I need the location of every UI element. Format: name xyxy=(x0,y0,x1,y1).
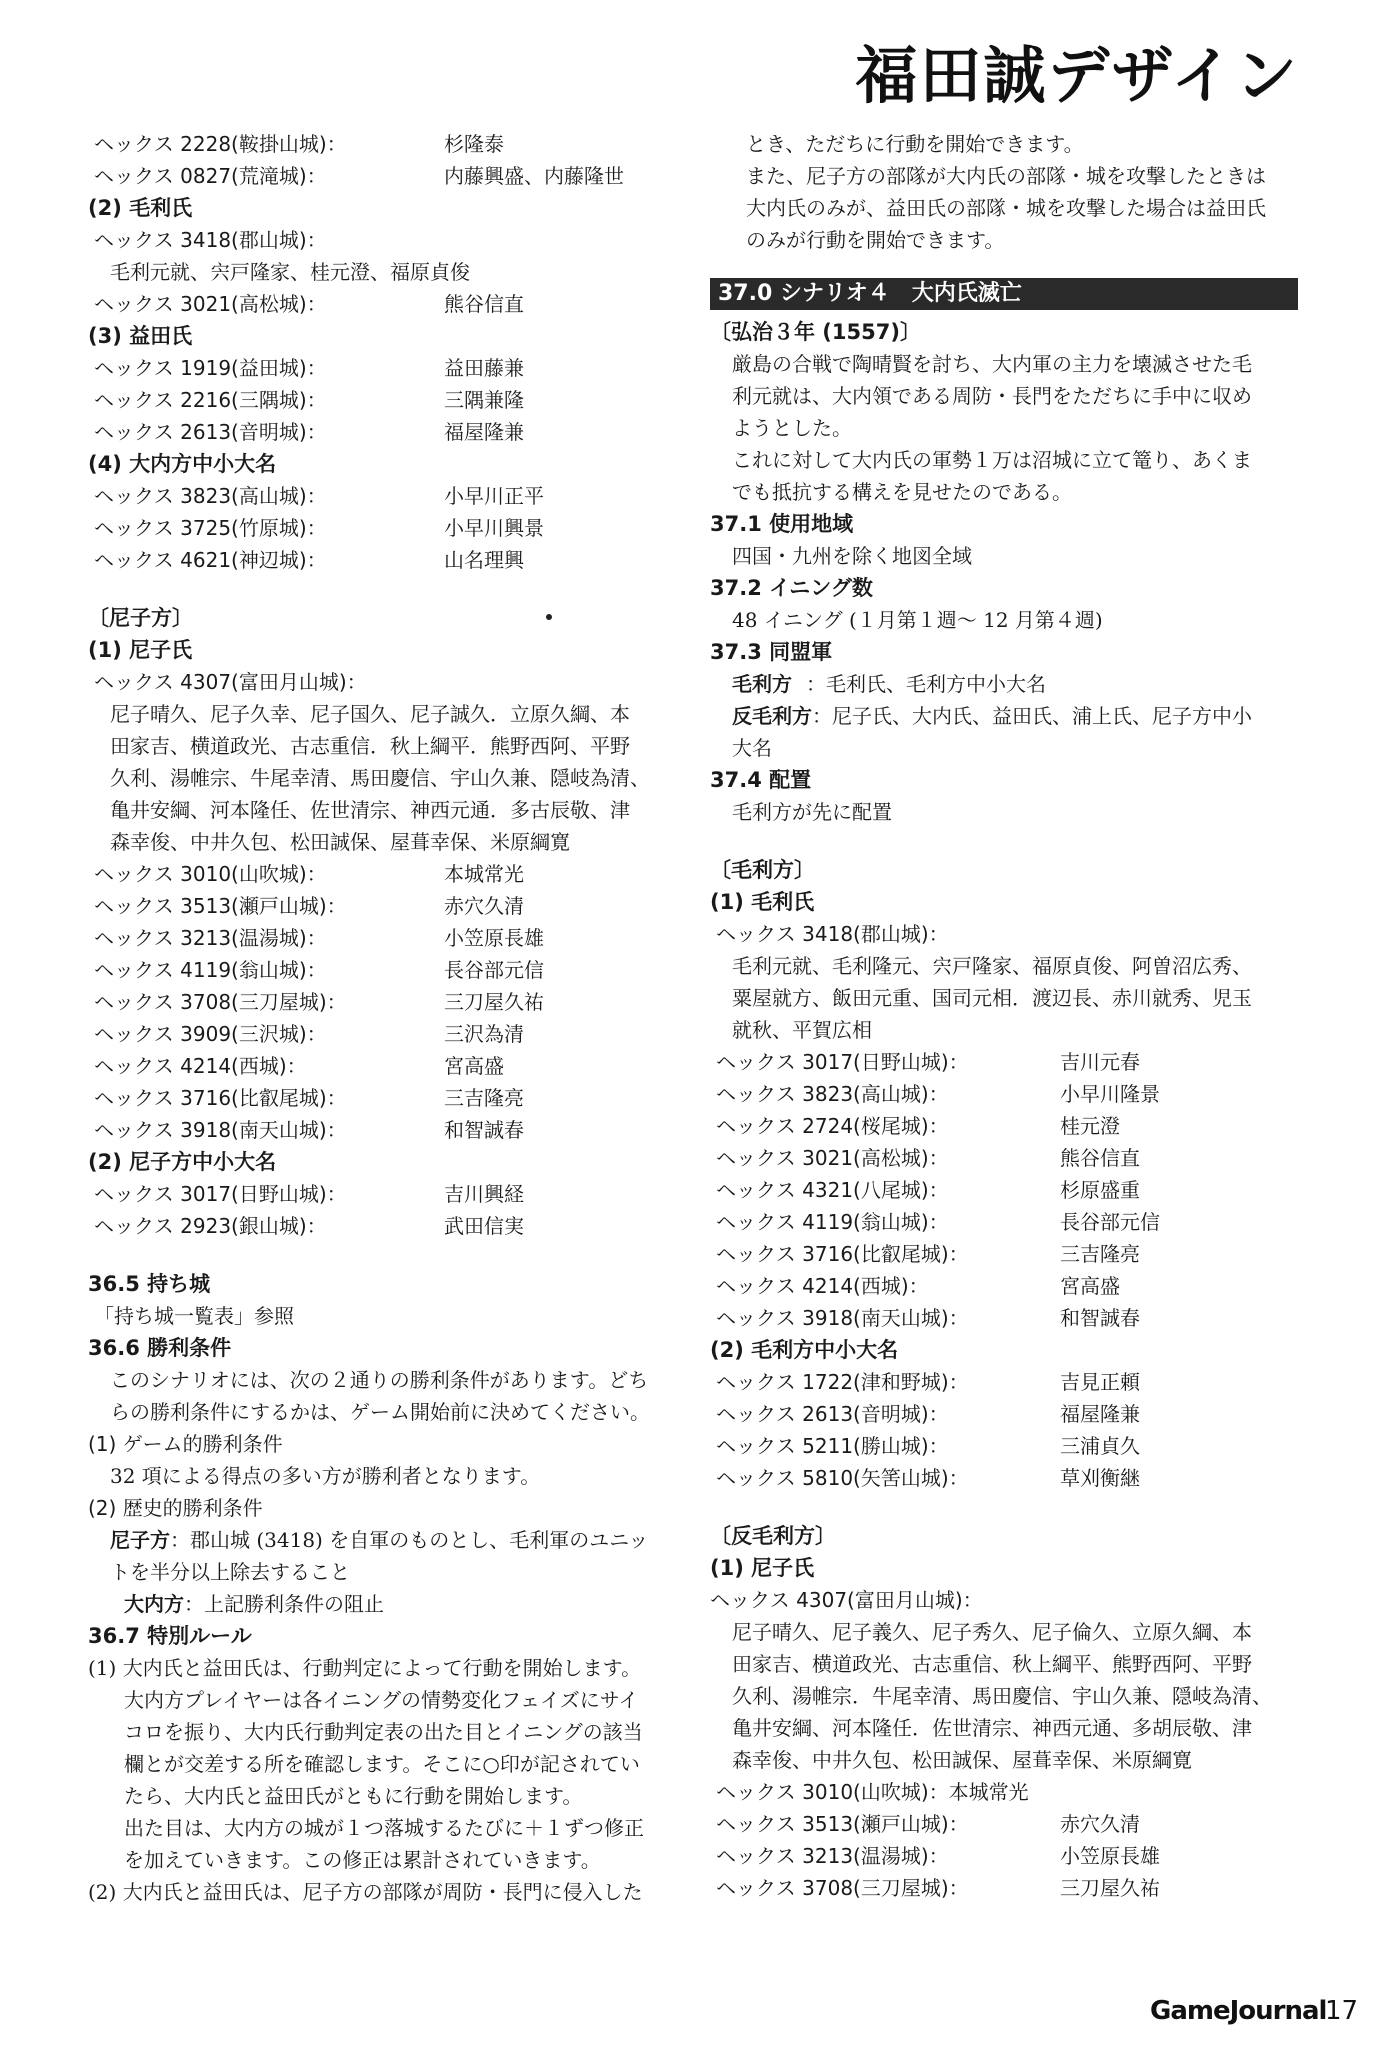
section-heading: (1) 毛利氏 xyxy=(710,890,815,914)
hex-row: ヘックス 3418(郡山城)： xyxy=(716,922,949,946)
stray-dot xyxy=(546,614,552,620)
rule-heading: 37.2 イニング数 xyxy=(710,576,873,600)
section-heading: (2) 尼子方中小大名 xyxy=(88,1150,277,1174)
hex-row: ヘックス 4119(翁山城)： 長谷部元信 xyxy=(94,958,544,982)
rule-heading: 37.1 使用地域 xyxy=(710,512,854,536)
hex-row: ヘックス 3017(日野山城)： 吉川元春 xyxy=(716,1050,1140,1074)
commander-list: 森幸俊、中井久包、松田誠保、屋葺幸保、米原綱寛 xyxy=(110,830,570,854)
page-title: 福田誠デザイン xyxy=(855,39,1299,112)
hex-row: ヘックス 3010(山吹城)：本城常光 xyxy=(716,1780,1029,1804)
hex-row: ヘックス 3017(日野山城)： 吉川興経 xyxy=(94,1182,524,1206)
commander-list: 粟屋就方、飯田元重、国司元相．渡辺長、赤川就秀、児玉 xyxy=(732,986,1252,1010)
hex-row: ヘックス 3918(南天山城)： 和智誠春 xyxy=(94,1118,524,1142)
hex-row: ヘックス 2613(音明城)： 福屋隆兼 xyxy=(94,420,524,444)
intro-text: ようとした。 xyxy=(732,416,852,440)
hex-row: ヘックス 4307(富田月山城)： xyxy=(710,1588,983,1612)
rule-text: 「持ち城一覧表」参照 xyxy=(94,1304,294,1328)
hex-row: ヘックス 2228(鞍掛山城)： 杉隆泰 xyxy=(94,132,504,156)
commander-list: 亀井安綱、河本隆任、佐世清宗、神西元通．多古辰敬、津 xyxy=(110,798,630,822)
commander-list: 尼子晴久、尼子義久、尼子秀久、尼子倫久、立原久綱、本 xyxy=(732,1620,1252,1644)
rule-text: を加えていきます。この修正は累計されていきます。 xyxy=(124,1848,601,1872)
hex-row: ヘックス 4621(神辺城)： 山名理興 xyxy=(94,548,524,572)
hex-row: ヘックス 2613(音明城)： 福屋隆兼 xyxy=(716,1402,1140,1426)
hex-row: ヘックス 3918(南天山城)： 和智誠春 xyxy=(716,1306,1140,1330)
commander-list: 毛利元就、毛利隆元、宍戸隆家、福原貞俊、阿曽沼広秀、 xyxy=(732,954,1252,978)
side-heading: 〔尼子方〕 xyxy=(88,606,193,630)
section-heading: (2) 毛利方中小大名 xyxy=(710,1338,899,1362)
era-heading: 〔弘治３年 (1557)〕 xyxy=(710,320,921,344)
rule-heading: 37.3 同盟軍 xyxy=(710,640,833,664)
hex-row: ヘックス 3021(高松城)： 熊谷信直 xyxy=(94,292,524,316)
hex-row: ヘックス 3021(高松城)： 熊谷信直 xyxy=(716,1146,1140,1170)
hex-row: ヘックス 3725(竹原城)： 小早川興景 xyxy=(94,516,544,540)
rule-heading: 37.4 配置 xyxy=(710,768,812,792)
commander-list: 久利、湯帷宗．牛尾幸清、馬田慶信、宇山久兼、隠岐為清、 xyxy=(732,1684,1272,1708)
section-heading: (1) 尼子氏 xyxy=(710,1556,815,1580)
commander-list: 毛利元就、宍戸隆家、桂元澄、福原貞俊 xyxy=(110,260,470,284)
hex-row: ヘックス 3708(三刀屋城)： 三刀屋久祐 xyxy=(94,990,544,1014)
hex-row: ヘックス 4214(西城)： 宮高盛 xyxy=(716,1274,1120,1298)
hex-row: ヘックス 1919(益田城)： 益田藤兼 xyxy=(94,356,524,380)
rule-text: コロを振り、大内氏行動判定表の出た目とイニングの該当 xyxy=(124,1720,643,1744)
hex-row: ヘックス 4119(翁山城)： 長谷部元信 xyxy=(716,1210,1160,1234)
rule-text: 大内氏のみが、益田氏の部隊・城を攻撃した場合は益田氏 xyxy=(746,196,1266,220)
hex-row: ヘックス 5211(勝山城)： 三浦貞久 xyxy=(716,1434,1140,1458)
hex-row: ヘックス 3716(比叡尾城)： 三吉隆亮 xyxy=(94,1086,524,1110)
rule-text: (2) 大内氏と益田氏は、尼子方の部隊が周防・長門に侵入した xyxy=(88,1880,643,1904)
hex-row: ヘックス 4214(西城)： 宮高盛 xyxy=(94,1054,504,1078)
rule-text: (1) 大内氏と益田氏は、行動判定によって行動を開始します。 xyxy=(88,1656,642,1680)
rule-text: 欄とが交差する所を確認します。そこに○印が記されてい xyxy=(124,1752,640,1776)
rule-text: 出た目は、大内方の城が１つ落城するたびに＋１ずつ修正 xyxy=(124,1816,644,1840)
rule-text: 大内方プレイヤーは各イニングの情勢変化フェイズにサイ xyxy=(124,1688,639,1712)
commander-list: 田家吉、横道政光、古志重信、秋上綱平、熊野西阿、平野 xyxy=(732,1652,1252,1676)
hex-row: ヘックス 3513(瀬戸山城)： 赤穴久清 xyxy=(716,1812,1140,1836)
rule-text: らの勝利条件にするかは、ゲーム開始前に決めてください。 xyxy=(110,1400,650,1424)
rule-text: このシナリオには、次の２通りの勝利条件があります。どち xyxy=(110,1368,649,1392)
rule-text: 大内方：上記勝利条件の阻止 xyxy=(124,1592,384,1616)
intro-text: 厳島の合戦で陶晴賢を討ち、大内軍の主力を壊滅させた毛 xyxy=(732,352,1252,376)
rule-text: とき、ただちに行動を開始できます。 xyxy=(746,132,1084,156)
hex-row: ヘックス 3716(比叡尾城)： 三吉隆亮 xyxy=(716,1242,1140,1266)
hex-row: ヘックス 4321(八尾城)： 杉原盛重 xyxy=(716,1178,1140,1202)
rule-heading: 36.6 勝利条件 xyxy=(88,1336,232,1360)
hex-row: ヘックス 3418(郡山城)： xyxy=(94,228,327,252)
commander-list: 田家吉、横道政光、古志重信．秋上綱平．熊野西阿、平野 xyxy=(110,734,630,758)
hex-row: ヘックス 3909(三沢城)： 三沢為清 xyxy=(94,1022,524,1046)
commander-list: 尼子晴久、尼子久幸、尼子国久、尼子誠久．立原久綱、本 xyxy=(110,702,630,726)
intro-text: 利元就は、大内領である周防・長門をただちに手中に収め xyxy=(732,384,1252,408)
intro-text: これに対して大内氏の軍勢１万は沼城に立て篭り、あくま xyxy=(732,448,1252,472)
magazine-logo: GameJournal xyxy=(1150,1996,1327,2026)
hex-row: ヘックス 3823(高山城)： 小早川隆景 xyxy=(716,1082,1160,1106)
hex-row: ヘックス 3513(瀬戸山城)： 赤穴久清 xyxy=(94,894,524,918)
intro-text: でも抵抗する構えを見せたのである。 xyxy=(732,480,1072,504)
section-heading: (2) 毛利氏 xyxy=(88,196,193,220)
rule-text: 尼子方：郡山城 (3418) を自軍のものとし、毛利軍のユニッ xyxy=(110,1528,649,1552)
right-column xyxy=(710,128,1310,1904)
section-heading: (4) 大内方中小大名 xyxy=(88,452,277,476)
rule-subheading: (1) ゲーム的勝利条件 xyxy=(88,1432,283,1456)
side-heading: 〔毛利方〕 xyxy=(710,858,815,882)
rule-text: また、尼子方の部隊が大内氏の部隊・城を攻撃したときは xyxy=(746,164,1266,188)
rule-text: たら、大内氏と益田氏がともに行動を開始します。 xyxy=(124,1784,583,1808)
hex-row: ヘックス 0827(荒滝城)： 内藤興盛、内藤隆世 xyxy=(94,164,624,188)
rule-text: 32 項による得点の多い方が勝利者となります。 xyxy=(110,1464,541,1488)
rule-subheading: (2) 歴史的勝利条件 xyxy=(88,1496,263,1520)
hex-row: ヘックス 3823(高山城)： 小早川正平 xyxy=(94,484,544,508)
hex-row: ヘックス 2923(銀山城)： 武田信実 xyxy=(94,1214,524,1238)
alliance-row: 大名 xyxy=(732,736,772,760)
rule-heading: 36.7 特別ルール xyxy=(88,1624,252,1648)
hex-row: ヘックス 4307(富田月山城)： xyxy=(94,670,367,694)
rule-heading: 36.5 持ち城 xyxy=(88,1272,211,1296)
rule-text: 四国・九州を除く地図全域 xyxy=(732,544,972,568)
commander-list: 就秋、平賀広相 xyxy=(732,1018,872,1042)
commander-list: 亀井安綱、河本隆任．佐世清宗、神西元通、多胡辰敬、津 xyxy=(732,1716,1252,1740)
left-column xyxy=(88,128,668,1908)
hex-row: ヘックス 2724(桜尾城)： 桂元澄 xyxy=(716,1114,1120,1138)
section-heading: (3) 益田氏 xyxy=(88,324,193,348)
side-heading: 〔反毛利方〕 xyxy=(710,1524,836,1548)
hex-row: ヘックス 3213(温湯城)： 小笠原長雄 xyxy=(716,1844,1160,1868)
hex-row: ヘックス 3010(山吹城)： 本城常光 xyxy=(94,862,524,886)
rule-text: のみが行動を開始できます。 xyxy=(746,228,1005,252)
section-heading: (1) 尼子氏 xyxy=(88,638,193,662)
hex-row: ヘックス 1722(津和野城)： 吉見正頼 xyxy=(716,1370,1140,1394)
rule-text: トを半分以上除去すること xyxy=(110,1560,350,1584)
hex-row: ヘックス 2216(三隅城)： 三隅兼隆 xyxy=(94,388,524,412)
page-number: 17 xyxy=(1325,1996,1359,2026)
alliance-row: 反毛利方：尼子氏、大内氏、益田氏、浦上氏、尼子方中小 xyxy=(732,704,1252,728)
hex-row: ヘックス 3708(三刀屋城)： 三刀屋久祐 xyxy=(716,1876,1160,1900)
commander-list: 森幸俊、中井久包、松田誠保、屋葺幸保、米原綱寛 xyxy=(732,1748,1192,1772)
rule-text: 毛利方が先に配置 xyxy=(732,800,892,824)
alliance-row: 毛利方 ：毛利氏、毛利方中小大名 xyxy=(732,672,1046,696)
hex-row: ヘックス 5810(矢筈山城)： 草刈衡継 xyxy=(716,1466,1140,1490)
rule-text: 48 イニング (１月第１週～ 12 月第４週) xyxy=(732,608,1103,632)
commander-list: 久利、湯帷宗、牛尾幸清、馬田慶信、宇山久兼、隠岐為清、 xyxy=(110,766,650,790)
hex-row: ヘックス 3213(温湯城)： 小笠原長雄 xyxy=(94,926,544,950)
scenario-banner: 37.0 シナリオ４ 大内氏滅亡 xyxy=(710,278,1298,310)
